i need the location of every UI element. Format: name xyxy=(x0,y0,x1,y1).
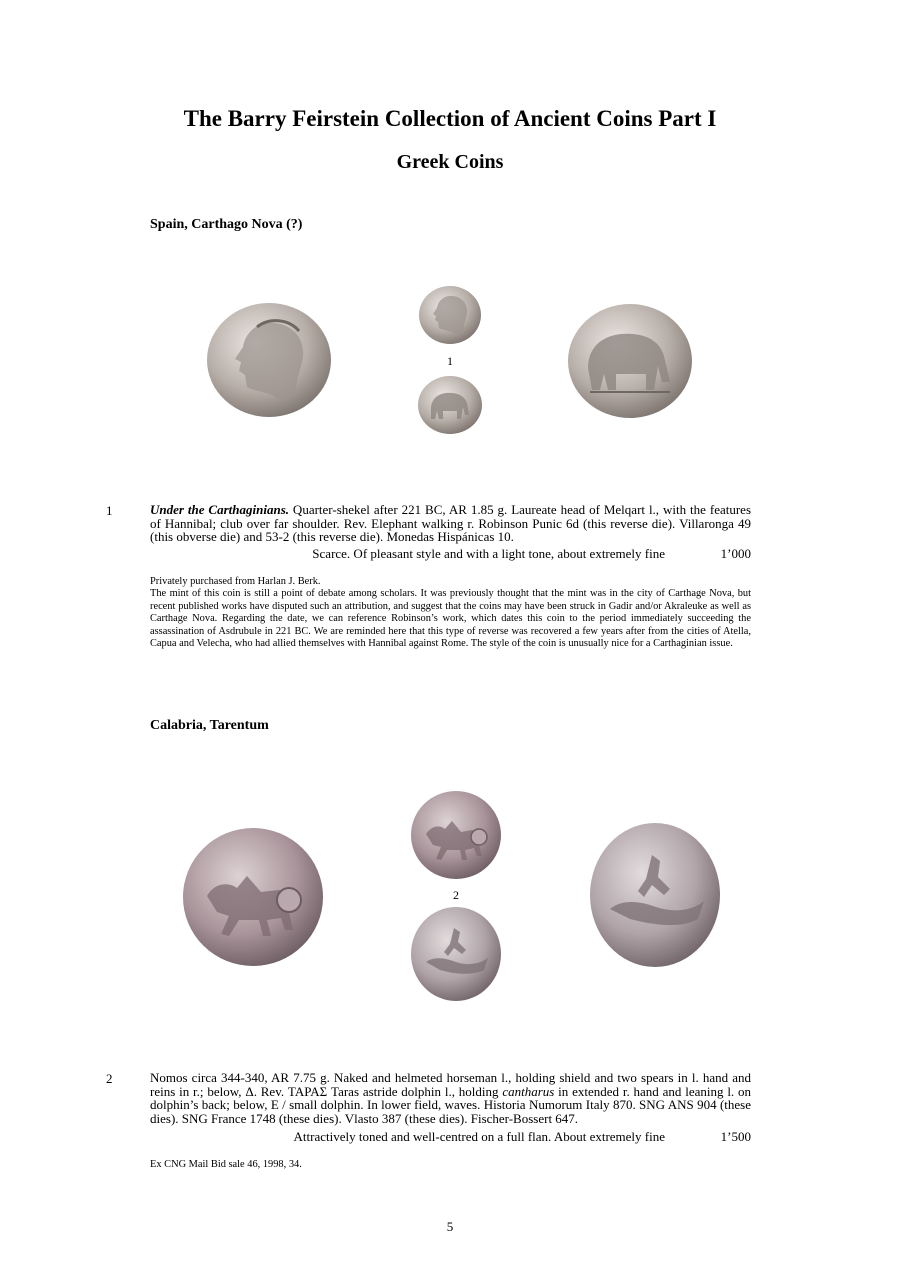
lot-2-description xyxy=(150,1071,751,1125)
page-number: 5 xyxy=(446,1219,454,1234)
lot-1-description-text: Quarter-shekel after 221 BC, AR 1.85 g. Laureate head of Melqart l., with the features of Hannibal; club over far shoulder. Rev. Elephant walking r. Robinson Punic 6d (this reverse die). Villaronga 49 (this obverse die) and 53-2 (this reverse die). Monedas Hispánicas 10. xyxy=(150,502,751,545)
lot-number-1: 1 xyxy=(106,503,113,518)
lot-1-provenance: Privately purchased from Harlan J. Berk. xyxy=(150,576,321,587)
section-heading-calabria: Calabria, Tarentum xyxy=(150,718,269,733)
page-subtitle: Greek Coins xyxy=(396,151,504,173)
lot-1-note: The mint of this coin is still a point of debate among scholars. It was previously thought that the mint was in the city of Carthage Nova, but recent published works have disputed such an attribution, and suggest that the coins may have been struck in Gadir and/or Akraleuke as well as Carthage Nova. Regarding the date, we can reference Robinson’s work, which dates this coin to the period immediately succeeding the assassination of Asdrubule in 221 BC. We are reminded here that this type of reverse was recovered a few years after from the cities of Atella, Capua and Velecha, who had allied themselves with Hannibal against Rome. The style of the coin is unusually nice for a Carthaginian issue. xyxy=(150,588,751,650)
coin-1-obverse-large xyxy=(205,301,333,419)
lot-1-price: 1’000 xyxy=(720,546,751,561)
lot-2-provenance: Ex CNG Mail Bid sale 46, 1998, 34. xyxy=(150,1159,302,1170)
coin-1-reverse-small xyxy=(417,375,483,435)
page-title: The Barry Feirstein Collection of Ancient Coins Part I xyxy=(183,106,717,131)
lot-1-notes xyxy=(150,576,751,650)
coin-2-obverse-large xyxy=(181,826,325,968)
coin-2-obverse-small xyxy=(410,790,502,880)
plate-number-2: 2 xyxy=(453,888,459,902)
coin-1-reverse-large xyxy=(566,302,694,420)
lot-2-price: 1’500 xyxy=(720,1129,751,1144)
lot-2-description-part-3: in extended r. hand and leaning l. on dolphin’s back; below, E / small dolphin. In lower field, waves. Historia Numorum Italy 870. SNG ANS 904 (these dies). SNG France 1748 (these dies). Vlasto 387 (these dies). Fischer-Bossert 647. xyxy=(150,1083,751,1126)
lot-number-2: 2 xyxy=(106,1071,113,1086)
lot-2-description-part-1: Nomos circa 344-340, AR 7.75 g. Naked and helmeted horseman l., holding shield and two spears in l. hand and reins in r.; below, Δ. Rev. ΤΑΡΑΣ Taras astride dolphin l., holding xyxy=(150,1070,751,1099)
coin-2-reverse-small xyxy=(410,906,502,1002)
coin-2-reverse-large xyxy=(588,821,722,969)
lot-2-grade: Attractively toned and well-centred on a full flan. About extremely fine xyxy=(293,1129,665,1144)
lot-2-notes xyxy=(150,1159,751,1171)
lot-1-lead: Under the Carthaginians. xyxy=(150,502,289,517)
lot-2-description-italic: cantharus xyxy=(502,1083,555,1099)
coin-1-obverse-small xyxy=(418,285,482,345)
lot-1-description xyxy=(150,503,751,544)
section-heading-spain: Spain, Carthago Nova (?) xyxy=(150,217,303,232)
lot-1-grade: Scarce. Of pleasant style and with a light tone, about extremely fine xyxy=(312,546,665,561)
plate-number-1: 1 xyxy=(447,354,453,368)
